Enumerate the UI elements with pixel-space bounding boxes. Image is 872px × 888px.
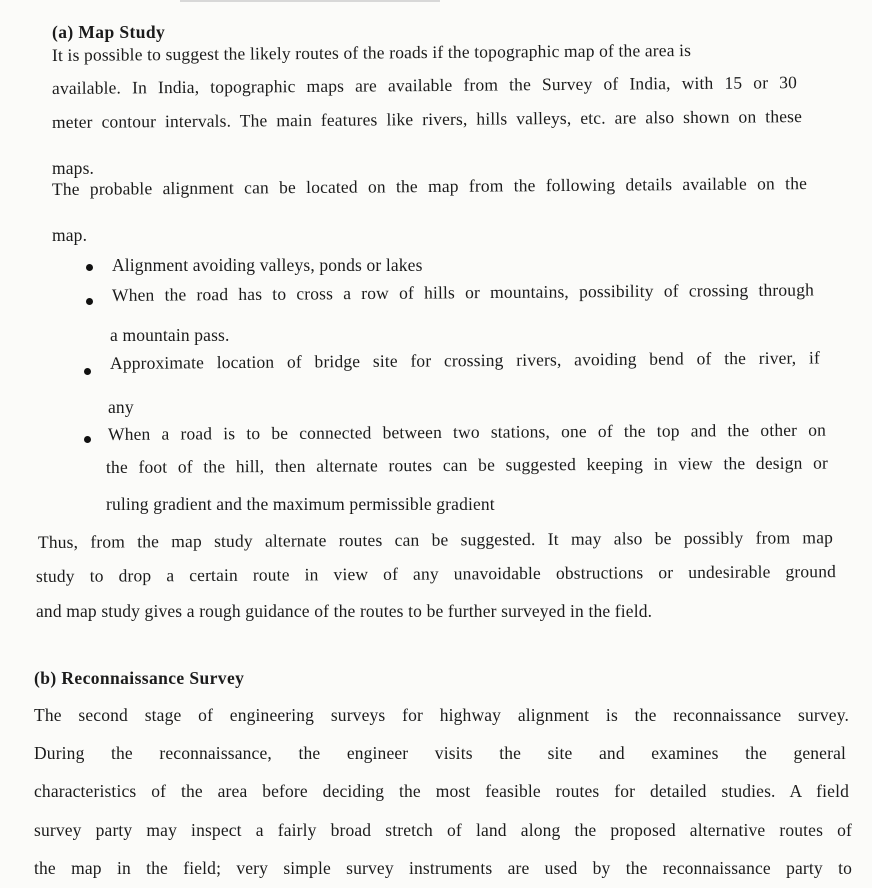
text-line: It is possible to suggest the likely routes of the roads if the topographic map of the area is [51, 39, 692, 65]
bullet-4-line-3: ruling gradient and the maximum permissible gradient [106, 494, 495, 514]
bullet-4-line-1: When a road is to be connected between two stations, one of the top and the other on [107, 419, 827, 444]
section-a-para1-line-2: available. In India, topographic maps are available from the Survey of India, with 15 or 30 [51, 72, 798, 98]
bullet-2-line-2: a mountain pass. [110, 325, 230, 345]
bullet-3-line-1: Approximate location of bridge site for crossing rivers, avoiding bend of the river, if [109, 347, 821, 373]
section-b-para1-line-2: During the reconnaissance, the engineer visits the site and examines the general [34, 743, 846, 763]
section-b-para1-line-1: The second stage of engineering surveys for highway alignment is the reconnaissance survey. [34, 705, 849, 725]
section-a-para1-line-1 [52, 41, 797, 64]
section-a-para2-line-2: map. [52, 225, 88, 245]
section-a-para3-line-2: study to drop a certain route in view of any unavoidable obstructions or undesirable ground [35, 561, 837, 586]
section-a-para3-line-1: Thus, from the map study alternate routes can be suggested. It may also be possibly from map [37, 527, 834, 552]
bullet-dot [86, 264, 93, 271]
section-a-heading: (a) Map Study [52, 22, 166, 42]
section-b-para1-line-4: survey party may inspect a fairly broad stretch of land along the proposed alternative routes of [34, 820, 852, 840]
bullet-4-line-2: the foot of the hill, then alternate routes can be suggested keeping in view the design or [105, 452, 829, 477]
bullet-3-line-2: any [108, 397, 134, 417]
section-b-heading: (b) Reconnaissance Survey [34, 668, 245, 688]
top-rule [180, 0, 440, 2]
section-a-para3-line-3: and map study gives a rough guidance of the routes to be further surveyed in the field. [36, 601, 653, 621]
bullet-1-line-1: Alignment avoiding valleys, ponds or lakes [112, 255, 423, 275]
bullet-dot [84, 436, 91, 443]
section-a-para1-line-3: meter contour intervals. The main features like rivers, hills valleys, etc. are also shown on these [51, 106, 803, 132]
bullet-2-line-1: When the road has to cross a row of hills or mountains, possibility of crossing through [111, 279, 815, 305]
section-b-para1-line-3: characteristics of the area before deciding the most feasible routes for detailed studies. A field [34, 781, 849, 801]
section-a-para1-line-4: maps. [52, 158, 95, 178]
bullet-dot [84, 368, 91, 375]
bullet-dot [86, 298, 93, 305]
section-a-para2-line-1: The probable alignment can be located on the map from the following details available on the [51, 173, 808, 199]
section-b-para1-line-5: the map in the field; very simple survey instruments are used by the reconnaissance party to [34, 858, 852, 878]
